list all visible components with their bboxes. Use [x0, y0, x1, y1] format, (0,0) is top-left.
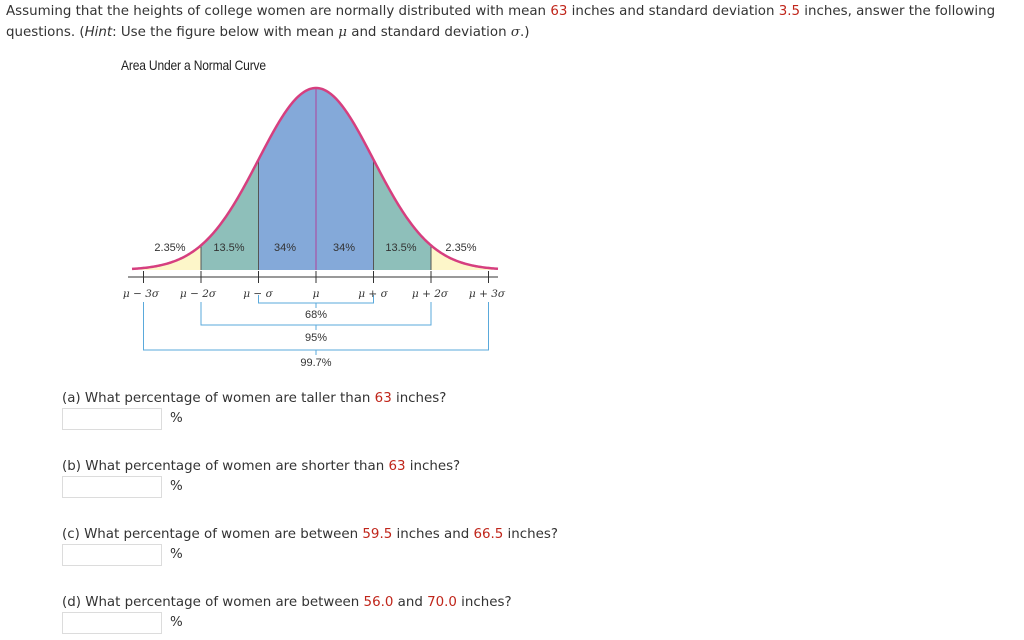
- region-percent-label: 2.35%: [154, 242, 186, 254]
- question-value: 63: [374, 391, 392, 406]
- region-percent-label: 13.5%: [213, 242, 245, 254]
- axis-label: μ: [312, 288, 320, 300]
- axis-label: μ − 3σ: [122, 288, 160, 300]
- percent-unit: %: [170, 411, 183, 426]
- figure-title: Area Under a Normal Curve: [121, 57, 266, 73]
- question-a: (a) What percentage of women are taller than 63 inches?: [62, 391, 447, 406]
- question-value: 59.5: [362, 527, 393, 542]
- answer-input-c[interactable]: [62, 544, 162, 566]
- question-c: (c) What percentage of women are between 59.5 inches and 66.5 inches?: [62, 527, 558, 542]
- percent-unit: %: [170, 547, 183, 562]
- question-value: 70.0: [427, 595, 457, 610]
- region-percent-label: 34%: [332, 242, 356, 254]
- region-percent-label: 13.5%: [385, 242, 417, 254]
- sd-value: 3.5: [778, 4, 801, 19]
- question-value: 63: [388, 459, 406, 474]
- percent-unit: %: [170, 479, 183, 494]
- question-value: 56.0: [363, 595, 394, 610]
- axis-label: μ − 2σ: [179, 288, 217, 300]
- axis-label: μ − σ: [243, 288, 273, 300]
- question-value: 66.5: [473, 527, 504, 542]
- hint-label: Hint: [84, 25, 113, 40]
- axis-label: μ + 2σ: [411, 288, 449, 300]
- question-d: (d) What percentage of women are between 56.0 and 70.0 inches?: [62, 595, 512, 610]
- question-b: (b) What percentage of women are shorter than 63 inches?: [62, 459, 461, 474]
- region-percent-label: 34%: [273, 242, 297, 254]
- mu-symbol: μ: [338, 25, 347, 40]
- bracket-label-68: 68%: [304, 309, 328, 321]
- answer-input-d[interactable]: [62, 612, 162, 634]
- percent-unit: %: [170, 615, 183, 630]
- axis-label: μ + 3σ: [468, 288, 506, 300]
- problem-statement: Assuming that the heights of college women are normally distributed with mean 63 inches and standard deviation 3.5 inches, answer the following questions. (Hint: Use the figure below with mean μ and standard deviation σ.): [6, 4, 996, 40]
- bracket-label-997: 99.7%: [300, 357, 332, 369]
- axis-label: μ + σ: [358, 288, 388, 300]
- answer-input-b[interactable]: [62, 476, 162, 498]
- answer-input-a[interactable]: [62, 408, 162, 430]
- bracket-label-95: 95%: [304, 332, 328, 344]
- mean-value: 63: [550, 4, 568, 19]
- sigma-symbol: σ: [510, 25, 520, 40]
- region-percent-label: 2.35%: [445, 242, 477, 254]
